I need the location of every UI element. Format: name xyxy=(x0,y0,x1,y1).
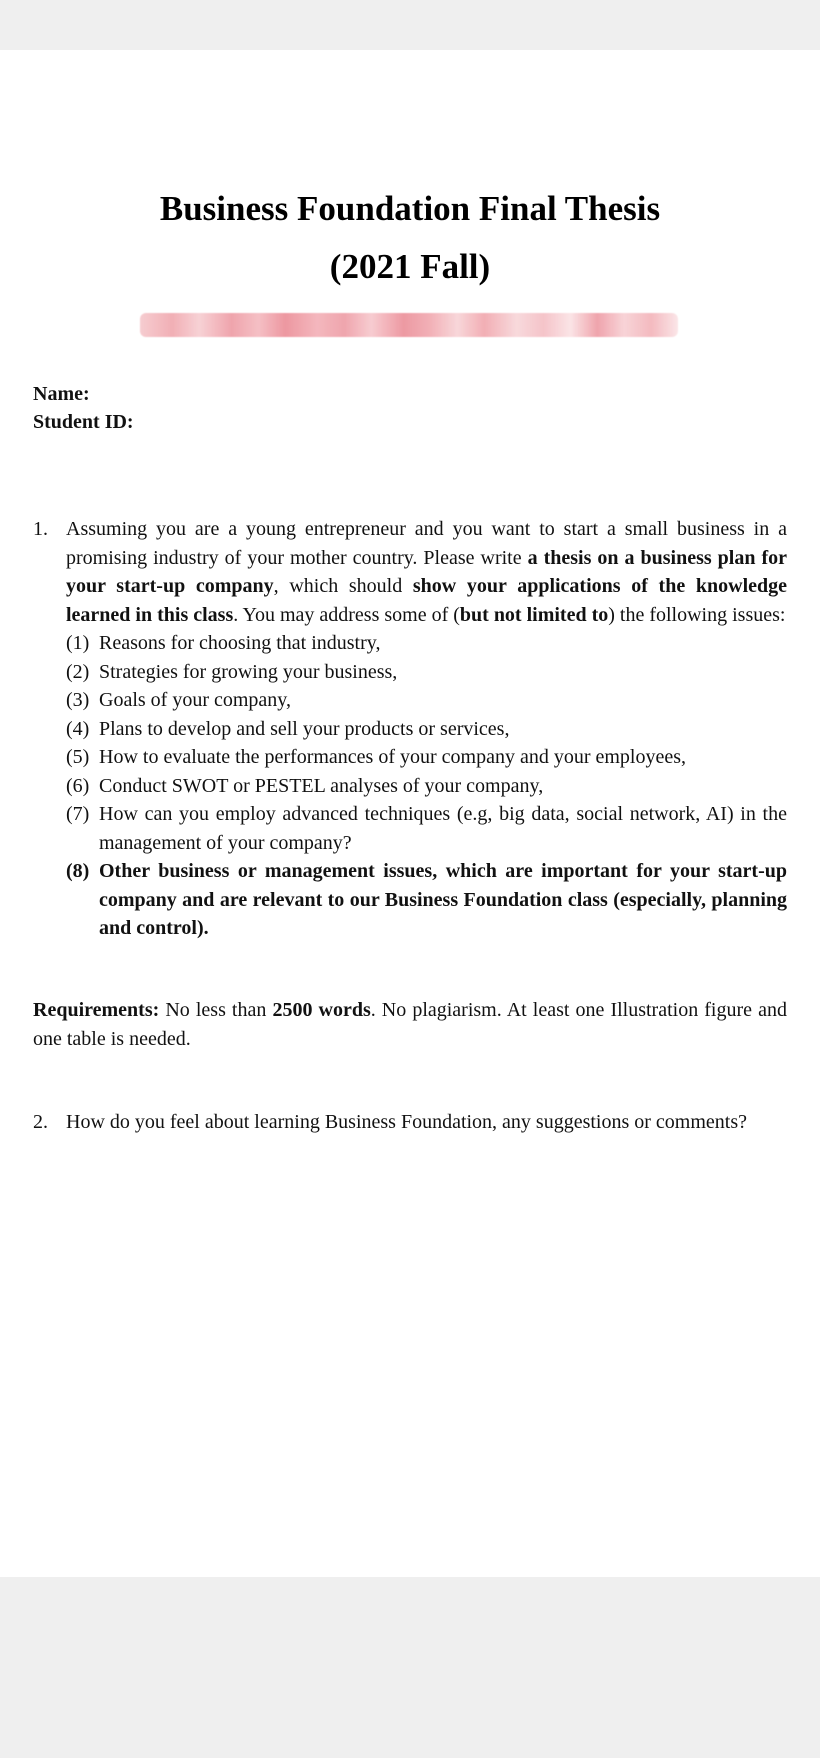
issue-item: (6) Conduct SWOT or PESTEL analyses of your company, xyxy=(66,774,544,797)
document-title: Business Foundation Final Thesis xyxy=(159,189,661,228)
name-label: Name: xyxy=(33,383,90,405)
question-1-intro: Assuming you are a young entrepreneur and you want to start a small business in a promising industry of your mother country. Please write a thesis on a business plan for your start-up company, which should show your applications of the knowledge learned in this class. You may address some of (but not limited to) the following issues: xyxy=(66,518,788,626)
issue-list xyxy=(66,629,787,943)
issue-item: (1) Reasons for choosing that industry, xyxy=(66,632,381,654)
requirements-label: Requirements: xyxy=(33,999,160,1021)
question-2-text: How do you feel about learning Business Foundation, any suggestions or comments? xyxy=(66,1111,748,1133)
issue-item: (7) How can you employ advanced techniques (e.g, big data, social network, AI) in the management of your company? xyxy=(66,803,787,854)
issue-item: (2) Strategies for growing your business, xyxy=(66,660,398,683)
question-1-body xyxy=(66,515,787,943)
issue-item-highlighted: (8) Other business or management issues, which are important for your start-up company and are relevant to our Business Foundation class (especially, planning and control). xyxy=(66,860,787,939)
issue-item: (4) Plans to develop and sell your products or services, xyxy=(66,717,510,740)
requirements-paragraph: Requirements: No less than 2500 words. No plagiarism. At least one Illustration figure and one table is needed. xyxy=(33,999,787,1050)
word-count: 2500 words xyxy=(272,999,371,1021)
issue-item: (3) Goals of your company, xyxy=(66,689,291,711)
document-page xyxy=(0,50,820,1577)
redacted-region xyxy=(140,313,678,337)
question-2-number: 2. xyxy=(33,1111,48,1133)
question-1-number: 1. xyxy=(33,518,48,540)
student-id-label: Student ID: xyxy=(33,411,134,433)
issue-item: (5) How to evaluate the performances of your company and your employees, xyxy=(66,746,687,768)
question-1 xyxy=(33,515,787,943)
document-subtitle-term: (2021 Fall) xyxy=(329,247,491,286)
question-2 xyxy=(33,1108,803,1137)
